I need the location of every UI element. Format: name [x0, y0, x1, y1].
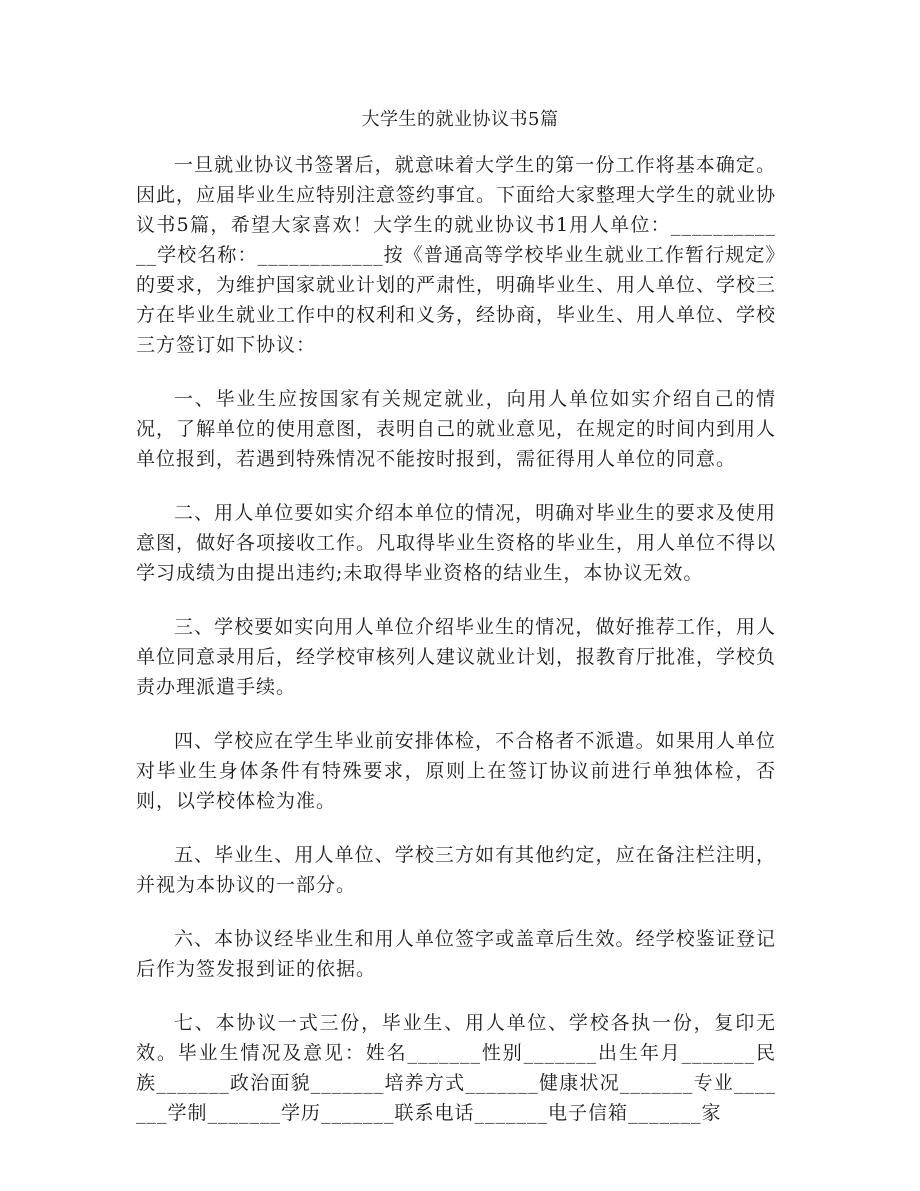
- clause-7-paragraph: 七、本协议一式三份，毕业生、用人单位、学校各执一份，复印无效。毕业生情况及意见：姓名_______性别_______出生年月_______民族_______政治面貌_______培养方式_______健康状况_______专业_______学制_______学历_______联系电话_______电子信箱_______家: [136, 1012, 776, 1124]
- clause-1-paragraph: 一、毕业生应按国家有关规定就业，向用人单位如实介绍自己的情况，了解单位的使用意图，表明自己的就业意见，在规定的时间内到用人单位报到，若遇到特殊情况不能按时报到，需征得用人单位的同意。: [136, 388, 777, 470]
- clause-3-paragraph: 三、学校要如实向用人单位介绍毕业生的情况，做好推荐工作，用人单位同意录用后，经学校审核列人建议就业计划，报教育厅批准，学校负责办理派遣手续。: [136, 616, 777, 698]
- clause-6-paragraph: 六、本协议经毕业生和用人单位签字或盖章后生效。经学校鉴证登记后作为签发报到证的依据。: [136, 928, 776, 980]
- clause-4-paragraph: 四、学校应在学生毕业前安排体检，不合格者不派遣。如果用人单位对毕业生身体条件有特殊要求，原则上在签订协议前进行单独体检，否则，以学校体检为准。: [136, 730, 776, 812]
- document-title: 大学生的就业协议书5篇: [361, 109, 559, 130]
- clause-5-paragraph: 五、毕业生、用人单位、学校三方如有其他约定，应在备注栏注明，并视为本协议的一部分。: [136, 844, 776, 896]
- intro-paragraph: 一旦就业协议书签署后，就意味着大学生的第一份工作将基本确定。因此，应届毕业生应特别注意签约事宜。下面给大家整理大学生的就业协议书5篇，希望大家喜欢！大学生的就业协议书1用人单位：____________学校名称：____________按《普通高等学校毕业生就业工作暂行规定》的要求，为维护国家就业计划的严肃性，明确毕业生、用人单位、学校三方在毕业生就业工作中的权利和义务，经协商，毕业生、用人单位、学校三方签订如下协议：: [136, 154, 777, 356]
- document-body: [136, 150, 776, 1152]
- clause-2-paragraph: 二、用人单位要如实介绍本单位的情况，明确对毕业生的要求及使用意图，做好各项接收工作。凡取得毕业生资格的毕业生，用人单位不得以学习成绩为由提出违约;未取得毕业资格的结业生，本协议无效。: [136, 502, 777, 584]
